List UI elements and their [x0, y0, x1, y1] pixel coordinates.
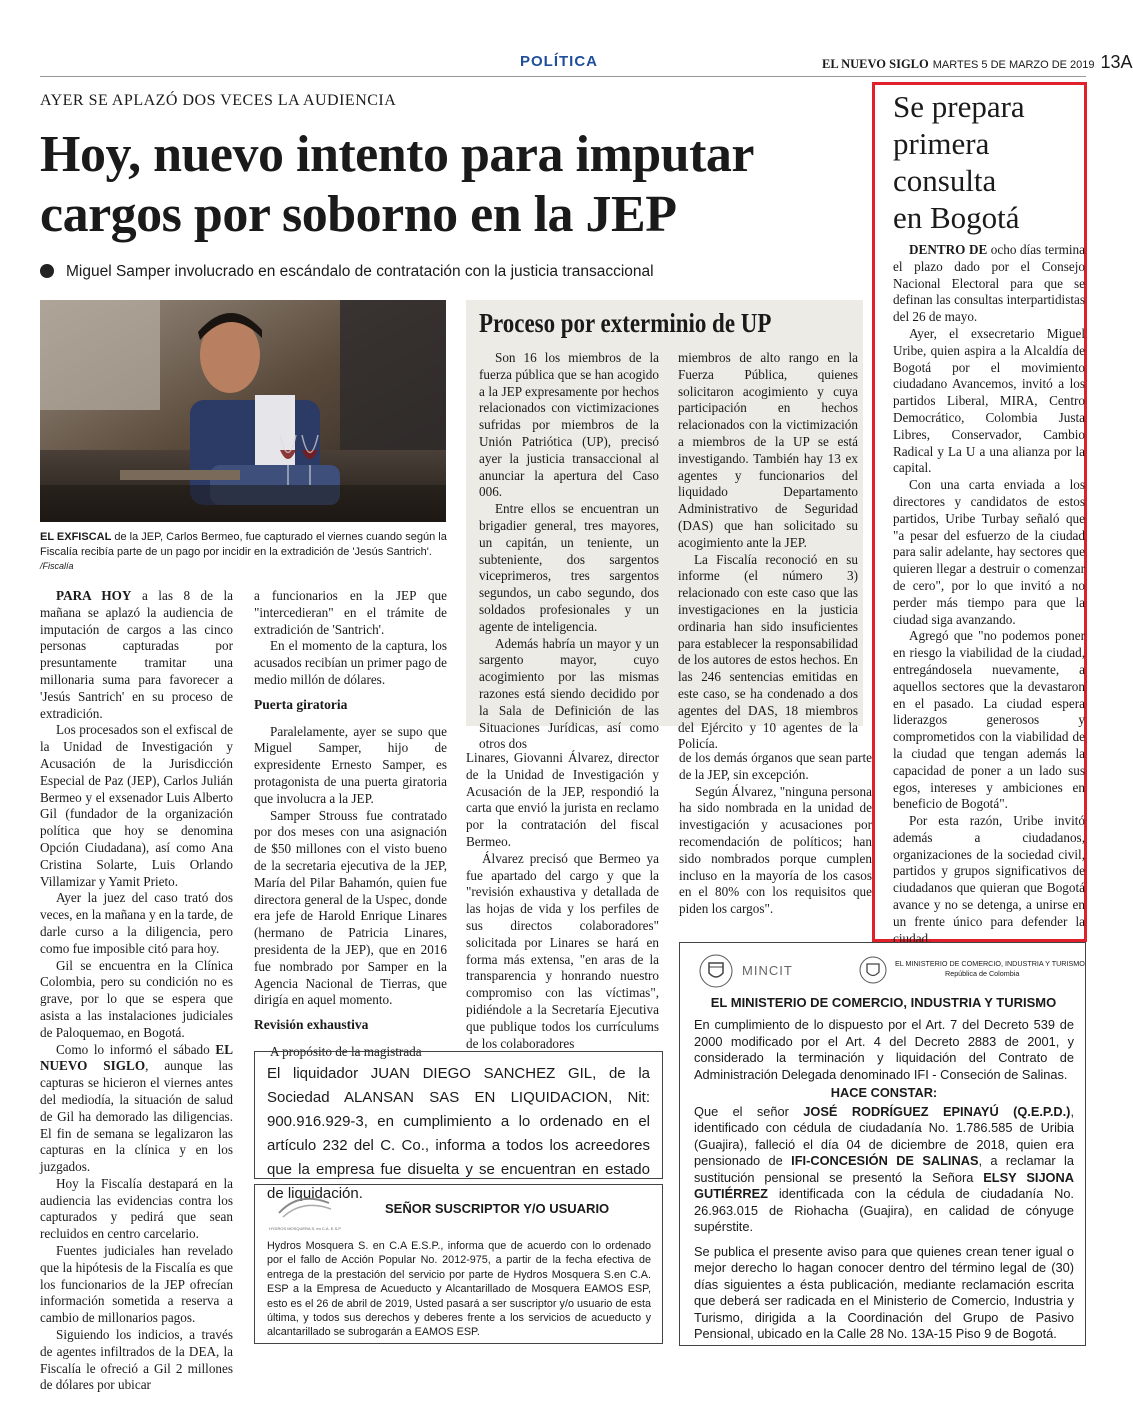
- ministry-seal: [858, 955, 888, 990]
- up-sidebox: [466, 300, 863, 752]
- story-column-4: [679, 750, 872, 918]
- legal-notice-hydros: [254, 1184, 663, 1344]
- hydros-text: Hydros Mosquera S. en C.A E.S.P., informa que de acuerdo con lo ordenado por el fallo de Acción Popular No. 2012-975, a partir de la fecha efectiva de entrega de la prestación del servicio por parte de Hydros Mosquera S.en C.A. ESP a la Empresa de Acueducto y Alcantarillado de Mosquera EAMOS ESP, esto es el 26 de abril de 2019, Usted pasará a ser suscriptor y/o usuario de esta última, y todos sus derechos y deberes frente a los servicios de acueducto y alcantarillado se subrogarán a EAMOS ESP.: [267, 1240, 651, 1339]
- up-box-column-b: [678, 350, 858, 753]
- paragraph: Entre ellos se encuentran un brigadier general, tres mayores, un capitán, un teniente, un subteniente, dos sargentos viceprimeros, tres sargentos segundos, un cabo segundo, dos soldados profesionales y un agente de inteligencia.: [479, 501, 659, 634]
- paragraph: Samper Strouss fue contratado por dos meses con una asignación de $50 millones con el visto bueno de la secretaria ejecutiva de la JEP, María del Pilar Bahamón, quien fue directora general de la Uspec, donde era jefe de Harold Enrique Linares (hermano de Patricia Linares, presidenta de la JEP), que en 2016 fue nombrado por Samper en la Agencia Nacional de Tierras, que dirigía en aquel momento.: [254, 807, 447, 1008]
- paper-name: EL NUEVO SIGLO: [822, 57, 929, 71]
- mincit-logo: [698, 953, 793, 994]
- paragraph-text: Como lo informó el sábado: [56, 1041, 216, 1057]
- coat-of-arms-icon: [858, 955, 888, 985]
- kicker: AYER SE APLAZÓ DOS VECES LA AUDIENCIA: [40, 92, 397, 109]
- sidebar-title-line: primera: [893, 126, 990, 161]
- story-column-3: [466, 750, 659, 1052]
- caption-credit: /Fiscalía: [40, 561, 74, 571]
- liquidador-text: El liquidador JUAN DIEGO SANCHEZ GIL, de la Sociedad ALANSAN SAS EN LIQUIDACION, Nit: 900.916.929-3, en cumplimiento a lo ordenado en el artículo 232 del C. Co., informa a todos los acreedores que la empresa fue disuelta y se encuentran en estado de liquidación.: [267, 1065, 650, 1202]
- paragraph: Ayer la juez del caso trató dos veces, en la mañana y en la tarde, de darle curso a la diligencia, pero como fue imposible citó para hoy.: [40, 890, 233, 956]
- ministry-small-name: [895, 959, 1085, 979]
- paragraph: A propósito de la magistrada: [270, 1043, 422, 1059]
- sidebar-title-line: en Bogotá: [893, 200, 1020, 235]
- paragraph: Según Álvarez, "ninguna persona ha sido nombrada en la unidad de investigación y acusaciones por recomendación de políticos; han sido nombrados porque cumplen incluso en la mayoría de los casos en el 80% con los requisitos que piden los cargos".: [679, 783, 872, 917]
- paragraph: miembros de alto rango en la Fuerza Pública, quienes solicitaron acogimiento y cuya participación en hechos relacionados con la victimización a miembros de la UP se está investigando. También hay 13 ex agentes y funcionarios del liquidado Departamento Administrativo de Seguridad (DAS) que han solicitado su acogimiento ante la JEP.: [678, 350, 858, 550]
- paragraph: Álvarez precisó que Bermeo ya fue apartado del cargo y que la "revisión exhaustiva y detallada de las hojas de vida y los perfiles de sus directos colaboradores" solicitada por Linares se hará en forma más extensa, "en aras de la transparencia y honrando nuestro compromiso con las víctimas", pidiéndole a la Secretaría Ejecutiva que publique todos los currículums de los colaboradores: [466, 850, 659, 1051]
- caption-lead: EL EXFISCAL: [40, 531, 112, 543]
- lead-words: PARA HOY: [56, 588, 132, 603]
- header-rule: [40, 76, 1086, 77]
- paragraph-text: , aunque las capturas se hicieron el viernes antes del mediodía, la situación de salud de Gil ha demorado las diligencias. El fin de semana se legalizaron las capturas en la clínica y en los juzgados.: [40, 1058, 234, 1175]
- paragraph: En el momento de la captura, los acusados recibían un primer pago de medio millón de dólares.: [254, 638, 447, 687]
- paragraph: Agregó que "no podemos poner en riesgo la viabilidad de la ciudad, entregándosela nuevamente, a aquellos sectores que la devastaron en el pasado. La ciudad espera liderazgos generosos y comprometidos con la viabilidad de la ciudad que tengan además la capacidad de poner a un lado sus egos, intereses y ambiciones en beneficio de Bogotá".: [893, 628, 1085, 812]
- issue-date: MARTES 5 DE MARZO DE 2019: [932, 59, 1095, 71]
- hydros-wave-icon: [269, 1191, 349, 1221]
- paper-reference: EL NUEVO SIGLO: [40, 1041, 233, 1074]
- paragraph: Por esta razón, Uribe invitó además a ciudadanos, organizaciones de la sociedad civil, partidos y grupos significativos de ciudadanos que quieran que Bogotá avance y no se detenga, a unirse en un frente único para defender la ciudad.: [893, 813, 1085, 946]
- paragraph: Linares, Giovanni Álvarez, director de la Unidad de Investigación y Acusación de la JEP, respondió la carta que envió la jurista en reclamo por la contratación del fiscal Bermeo.: [466, 750, 659, 849]
- colombia-shield-icon: [698, 953, 734, 989]
- headline-line-1: Hoy, nuevo intento para imputar: [40, 126, 754, 183]
- paragraph: Son 16 los miembros de la fuerza pública que se han acogido a la JEP expresamente por hechos relacionados con victimizaciones sufridas por miembros de la Unión Patriótica (UP), precisó ayer la justicia transaccional al anunciar la apertura del Caso 006.: [479, 350, 659, 500]
- mincit-title: EL MINISTERIO DE COMERCIO, INDUSTRIA Y TURISMO: [710, 995, 1057, 1010]
- sidebar-title-line: Se prepara: [893, 89, 1025, 124]
- paragraph: Los procesados son el exfiscal de la Unidad de Investigación y Acusación de la Jurisdicción Especial de Paz (JEP), Carlos Julián Bermeo y el exsenador Luis Alberto Gil (fundador de la organización política que hoy se denomina Opción Ciudadana), así como Ana Cristina Solarte, Luis Orlando Villamizar y Yamit Prieto.: [40, 722, 233, 889]
- mincit-name: JOSÉ RODRÍGUEZ EPINAYÚ (Q.E.P.D.): [803, 1103, 1071, 1119]
- bullet-icon: [40, 264, 54, 278]
- subheading-revision-exhaustiva: Revisión exhaustiva: [254, 1017, 369, 1033]
- lead-words: DENTRO DE: [909, 242, 988, 257]
- mincit-text: , identificado con cédula de ciudadanía No. 1.786.585 de Uribia (Guajira), falleció el día 04 de diciembre de 2018, quien era pensionado de: [694, 1103, 1074, 1168]
- mincit-entity: IFI-CONCESIÓN DE SALINAS: [791, 1153, 979, 1168]
- subhead-text: Miguel Samper involucrado en escándalo de contratación con la justicia transaccional: [66, 263, 654, 280]
- mincit-body: [694, 1017, 1074, 1343]
- photo-caption: [40, 530, 450, 574]
- paragraph: a funcionarios en la JEP que "intercedieran" en el trámite de extradición de 'Santrich'.: [254, 588, 447, 637]
- up-box-column-a: [479, 350, 659, 753]
- header-dateline: [822, 52, 1133, 73]
- hydros-title: SEÑOR SUSCRIPTOR Y/O USUARIO: [385, 1201, 610, 1216]
- subhead: [40, 263, 860, 281]
- paragraph: La Fiscalía reconoció en su informe (el número 3) relacionado con este caso que las investigaciones en la justicia ordinaria han sido insuficientes para establecer la responsabilidad de los autores de estos hechos. En las 246 sentencias emitidas en este caso, se ha condenado a dos agentes del DAS, 18 miembros del Ejército y 10 agentes de la Policía.: [678, 551, 858, 752]
- mincit-text: identificada con la cédula de ciudadanía No. 26.963.015 de Riohacha (Guajira), en calidad de cónyuge supérstite.: [694, 1186, 1074, 1234]
- mincit-paragraph: En cumplimiento de lo dispuesto por el Art. 7 del Decreto 539 de 2000 modificado por el Art. 4 del Decreto 2883 de 2001, y considerado la terminación y liquidación del Contrato de Administración Delegada denominado IFI - Conseción de Salinas.: [694, 1017, 1074, 1082]
- up-box-title: Proceso por exterminio de UP: [479, 308, 772, 338]
- paragraph: [40, 1042, 233, 1176]
- paragraph: [40, 588, 233, 722]
- republic-line: República de Colombia: [945, 969, 1020, 978]
- legal-notice-liquidador: [254, 1051, 663, 1202]
- sidebar-title: [893, 88, 1083, 236]
- hydros-logo: [269, 1191, 349, 1231]
- page-number: 13A: [1100, 52, 1133, 72]
- paragraph: [893, 242, 1085, 326]
- legal-notice-mincit: [679, 942, 1086, 1346]
- paragraph: Fuentes judiciales han revelado que la hipótesis de la Fiscalía es que los funcionarios de la JEP ofrecían información sometida a reserva a cambio de millonarios pagos.: [40, 1243, 233, 1326]
- headline: [40, 125, 860, 245]
- mincit-subtitle: HACE CONSTAR:: [830, 1085, 938, 1100]
- story-column-2: [254, 588, 447, 1061]
- paragraph: de los demás órganos que sean parte de la JEP, sin excepción.: [679, 750, 872, 782]
- paragraph: Gil se encuentra en la Clínica Colombia, pero su condición no es grave, por lo que se espera que asista a las instalaciones judiciales de Paloquemao, en Bogotá.: [40, 957, 233, 1040]
- mincit-text: Que el señor: [694, 1103, 804, 1119]
- paragraph: Siguiendo los indicios, a través de agentes infiltrados de la DEA, la Fiscalía le ofreció a Gil 2 millones de dólares por ubicar: [40, 1327, 233, 1393]
- photo: [40, 300, 446, 522]
- sidebar-body: [893, 242, 1085, 947]
- paragraph: Ayer, el exsecretario Miguel Uribe, quien aspira a la Alcaldía de Bogotá por el movimiento ciudadano Avancemos, invitó a los partidos Liberal, MIRA, Centro Democrático, Colombia Justa Libres, Conservador, Cambio Radical y La U a una alianza por la capital.: [893, 325, 1085, 476]
- ministry-small-line: EL MINISTERIO DE COMERCIO, INDUSTRIA Y TURISMO: [895, 959, 1085, 968]
- paragraph: Hoy la Fiscalía destapará en la audiencia las evidencias contra los capturados y pedirá que sean recluidos en centro carcelario.: [40, 1175, 233, 1242]
- mincit-paragraph: [694, 1104, 1074, 1236]
- section-label: POLÍTICA: [520, 53, 598, 70]
- mincit-logo-label: MINCIT: [742, 963, 793, 978]
- paragraph: Además habría un mayor y un sargento mayor, cuyo acogimiento por las mismas razones está siendo decidido por la Sala de Definición de las Situaciones Jurídicas, así como otros dos: [479, 635, 659, 752]
- mincit-name: ELSY SIJONA GUTIÉRREZ: [694, 1169, 1074, 1201]
- hydros-logo-text: HYDROS MOSQUERA S. en C.A. E.S.P: [269, 1226, 342, 1231]
- photo-bermeo-image: [40, 300, 446, 522]
- paragraph-text: a las 8 de la mañana se aplazó la audiencia de imputación de cargos a las cinco personas capturadas por presuntamente tramitar una millonaria suma para favorecer a 'Jesús Santrich' en su proceso de extradición.: [40, 588, 233, 721]
- mincit-text: , a reclamar la sustitución pensional se presentó la Señora: [694, 1153, 1074, 1185]
- sidebar-title-line: consulta: [893, 163, 997, 198]
- paragraph: Con una carta enviada a los directores y candidatos de estos partidos, Uribe Turbay señaló que "a pesar del esfuerzo de la ciudad para salir adelante, hay sectores que quieren llegar a destruir o comenzar de cero", por lo que invitó a no perder más tiempo para que la ciudad siga avanzando.: [893, 477, 1085, 627]
- headline-line-2: cargos por soborno en la JEP: [40, 186, 677, 243]
- paragraph: Paralelamente, ayer se supo que Miguel Samper, hijo de expresidente Ernesto Samper, es protagonista de una puerta giratoria que involucra a la JEP.: [254, 723, 447, 806]
- mincit-paragraph: Se publica el presente aviso para que quienes crean tener igual o mejor derecho lo hagan conocer dentro del término legal de (30) días siguientes a ésta publicación, mediante reclamación escrita que deberá ser radicada en el Ministerio de Comercio, Industria y Turismo, dirigida a la Coordinación del Grupo de Pasivo Pensional, ubicado en la Calle 28 No. 13A-15 Piso 9 de Bogotá.: [694, 1243, 1074, 1341]
- caption-text: de la JEP, Carlos Bermeo, fue capturado el viernes cuando según la Fiscalía recibía parte de un pago por incidir en la extradición de 'Jesús Santrich'.: [40, 531, 447, 558]
- subheading-puerta-giratoria: Puerta giratoria: [254, 696, 348, 712]
- story-column-1: [40, 588, 233, 1394]
- paragraph-text: ocho días termina el plazo dado por el Consejo Nacional Electoral para que se definan las consultas interpartidistas del 26 de mayo.: [893, 242, 1085, 325]
